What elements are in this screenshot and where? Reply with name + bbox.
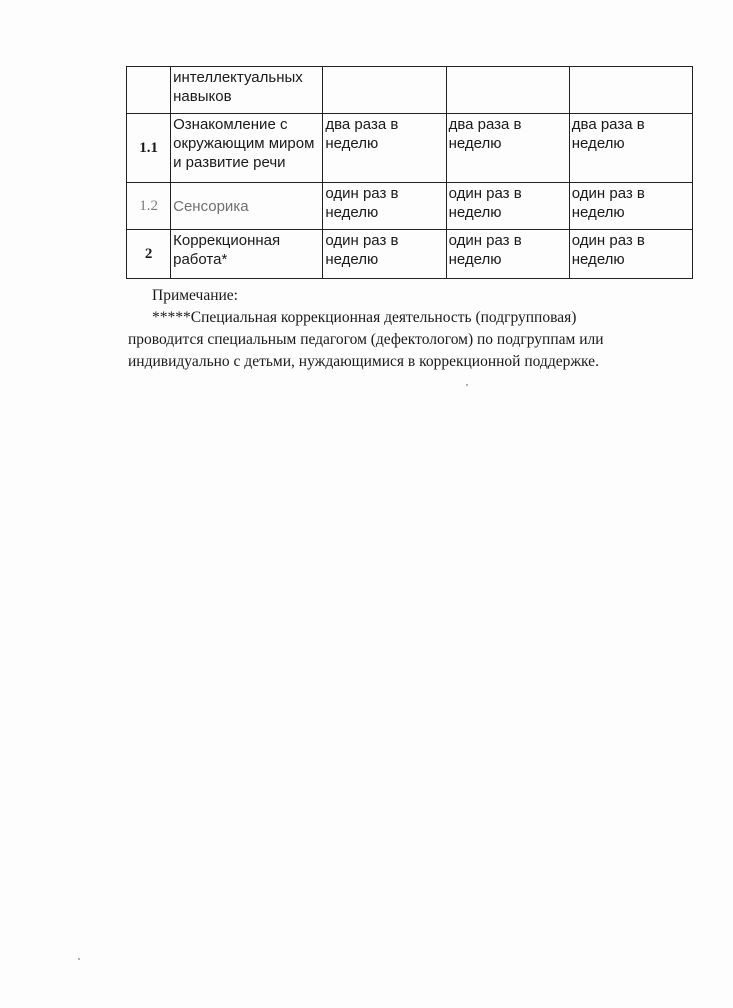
notes-line: *****Специальная коррекционная деятельность (подгрупповая)	[152, 309, 577, 326]
row-number: 1.1	[127, 114, 171, 183]
frequency-cell	[323, 67, 446, 114]
activity-name: Ознакомление с окружающим миром и развитие речи	[171, 114, 323, 183]
activity-name: Сенсорика	[171, 183, 323, 230]
table-row	[127, 67, 693, 114]
frequency-cell: один раз в неделю	[323, 230, 446, 279]
frequency-cell: один раз в неделю	[446, 183, 569, 230]
frequency-cell	[569, 67, 692, 114]
table-row	[127, 230, 693, 279]
schedule-table	[126, 66, 693, 279]
row-number	[127, 67, 171, 114]
row-number: 2	[127, 230, 171, 279]
row-number: 1.2	[127, 183, 171, 230]
notes-section	[128, 285, 648, 373]
frequency-cell: один раз в неделю	[569, 230, 692, 279]
frequency-cell: два раза в неделю	[323, 114, 446, 183]
notes-line: индивидуально с детьми, нуждающимися в коррекционной поддержке.	[128, 353, 599, 370]
notes-heading: Примечание:	[152, 287, 238, 304]
frequency-cell	[446, 67, 569, 114]
frequency-cell: один раз в неделю	[323, 183, 446, 230]
frequency-cell: один раз в неделю	[446, 230, 569, 279]
frequency-cell: два раза в неделю	[446, 114, 569, 183]
frequency-cell: один раз в неделю	[569, 183, 692, 230]
scan-speck	[466, 384, 468, 386]
notes-line: проводится специальным педагогом (дефектологом) по подгруппам или	[128, 331, 604, 348]
table-row	[127, 114, 693, 183]
activity-name: Коррекционная работа*	[171, 230, 323, 279]
activity-name: интеллектуальных навыков	[171, 67, 323, 114]
frequency-cell: два раза в неделю	[569, 114, 692, 183]
table-row	[127, 183, 693, 230]
scan-speck	[78, 958, 80, 960]
